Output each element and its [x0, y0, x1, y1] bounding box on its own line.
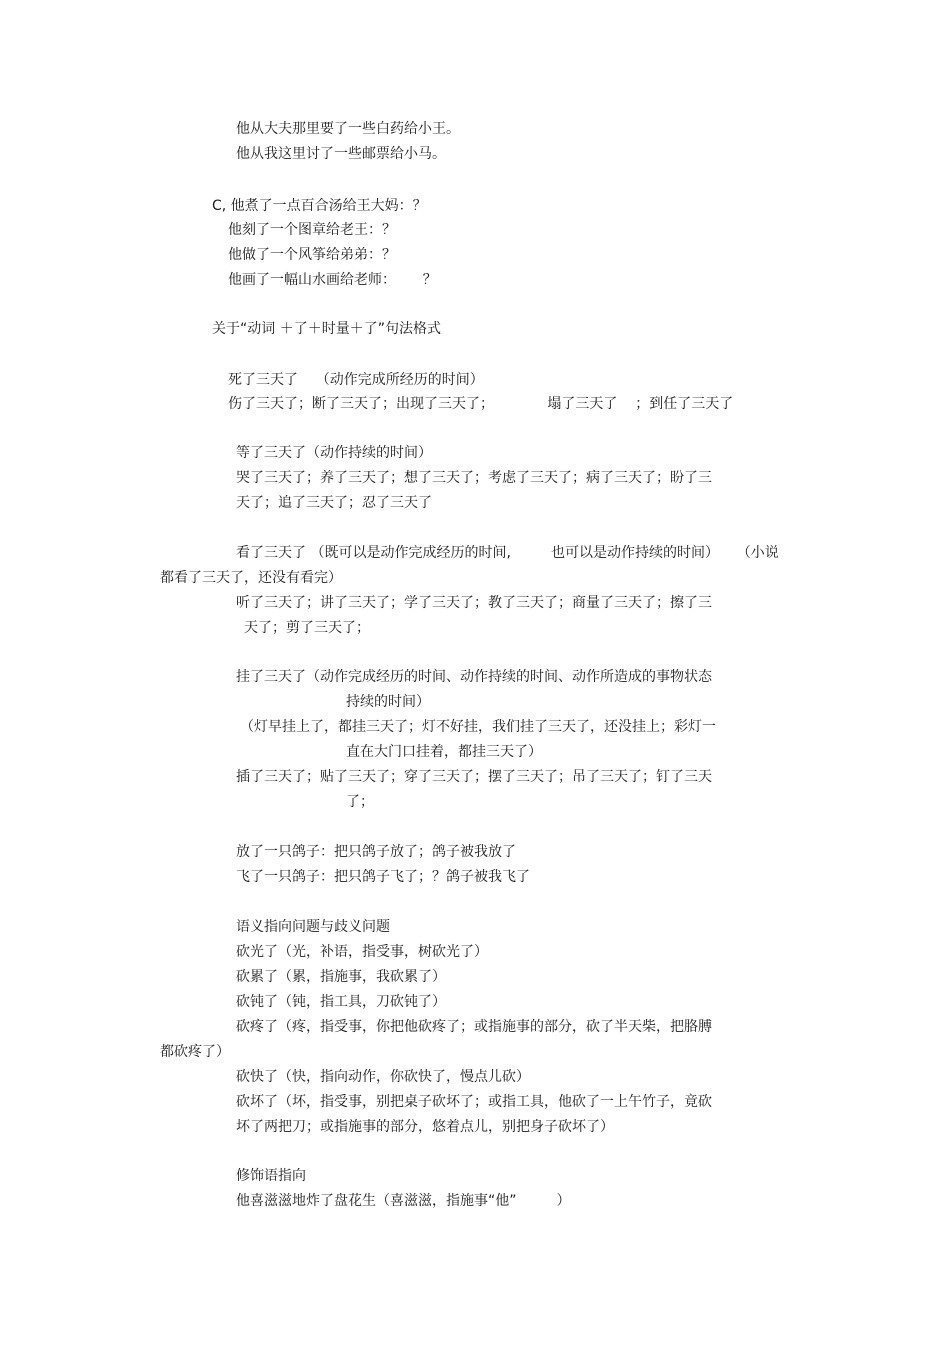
text-line: 伤了三天了；断了三天了；出现了三天了； 塌了三天了 ；到任了三天了	[228, 396, 734, 412]
text-line: 他刻了一个图章给老王：？	[228, 222, 396, 238]
text-line: 飞了一只鸽子：把只鸽子飞了；？鸽子被我飞了	[236, 869, 530, 885]
text-line: 持续的时间）	[346, 694, 430, 710]
text-line: 天了；追了三天了；忍了三天了	[236, 495, 432, 511]
text-line: 都看了三天了，还没有看完）	[160, 570, 342, 586]
text-line: 看了三天了 （既可以是动作完成经历的时间, 也可以是动作持续的时间） （小说	[236, 545, 779, 561]
text-line: 天了；剪了三天了；	[244, 620, 370, 636]
text-line: 砍疼了（疼，指受事，你把他砍疼了；或指施事的部分，砍了半天柴，把胳膊	[236, 1019, 712, 1035]
text-line: 哭了三天了；养了三天了；想了三天了；考虑了三天了；病了三天了；盼了三	[236, 470, 712, 486]
text-line: 直在大门口挂着，都挂三天了）	[346, 744, 542, 760]
text-line: 他喜滋滋地炸了盘花生（喜滋滋，指施事“他” ）	[236, 1193, 571, 1209]
text-line: 砍钝了（钝，指工具，刀砍钝了）	[236, 994, 446, 1010]
text-line: 都砍疼了）	[160, 1044, 230, 1060]
text-line: 他做了一个风筝给弟弟：？	[228, 247, 396, 263]
text-line: 放了一只鸽子：把只鸽子放了；鸽子被我放了	[236, 844, 516, 860]
text-line: 砍光了（光，补语，指受事，树砍光了）	[236, 944, 488, 960]
text-line: 等了三天了（动作持续的时间）	[236, 445, 432, 461]
section-heading: 语义指向问题与歧义问题	[236, 919, 390, 935]
text-line: 听了三天了；讲了三天了；学了三天了；教了三天了；商量了三天了；擦了三	[236, 595, 712, 611]
section-heading: 修饰语指向	[236, 1168, 306, 1184]
text-line: 砍快了（快，指向动作，你砍快了，慢点儿砍）	[236, 1069, 530, 1085]
text-line: 死了三天了 （动作完成所经历的时间）	[228, 372, 484, 388]
text-line: 坏了两把刀；或指施事的部分，悠着点儿，别把身子砍坏了）	[236, 1119, 614, 1135]
text-line: 他从大夫那里要了一些白药给小王。	[236, 121, 460, 137]
text-line: 砍累了（累，指施事，我砍累了）	[236, 969, 446, 985]
text-line: 他画了一幅山水画给老师： ？	[228, 272, 437, 288]
text-line: （灯早挂上了，都挂三天了；灯不好挂，我们挂了三天了，还没挂上；彩灯一	[240, 719, 716, 735]
text-line: C, 他煮了一点百合汤给王大妈：？	[212, 198, 427, 214]
text-line: 砍坏了（坏，指受事，别把桌子砍坏了；或指工具，他砍了一上午竹子，竟砍	[236, 1094, 712, 1110]
text-line: 他从我这里讨了一些邮票给小马。	[236, 146, 446, 162]
text-line: 挂了三天了（动作完成经历的时间、动作持续的时间、动作所造成的事物状态	[236, 669, 712, 685]
section-heading: 关于“动词 ＋了＋时量＋了”句法格式	[212, 321, 441, 337]
text-line: 了；	[346, 794, 374, 810]
text-line: 插了三天了；贴了三天了；穿了三天了；摆了三天了；吊了三天了；钉了三天	[236, 769, 712, 785]
